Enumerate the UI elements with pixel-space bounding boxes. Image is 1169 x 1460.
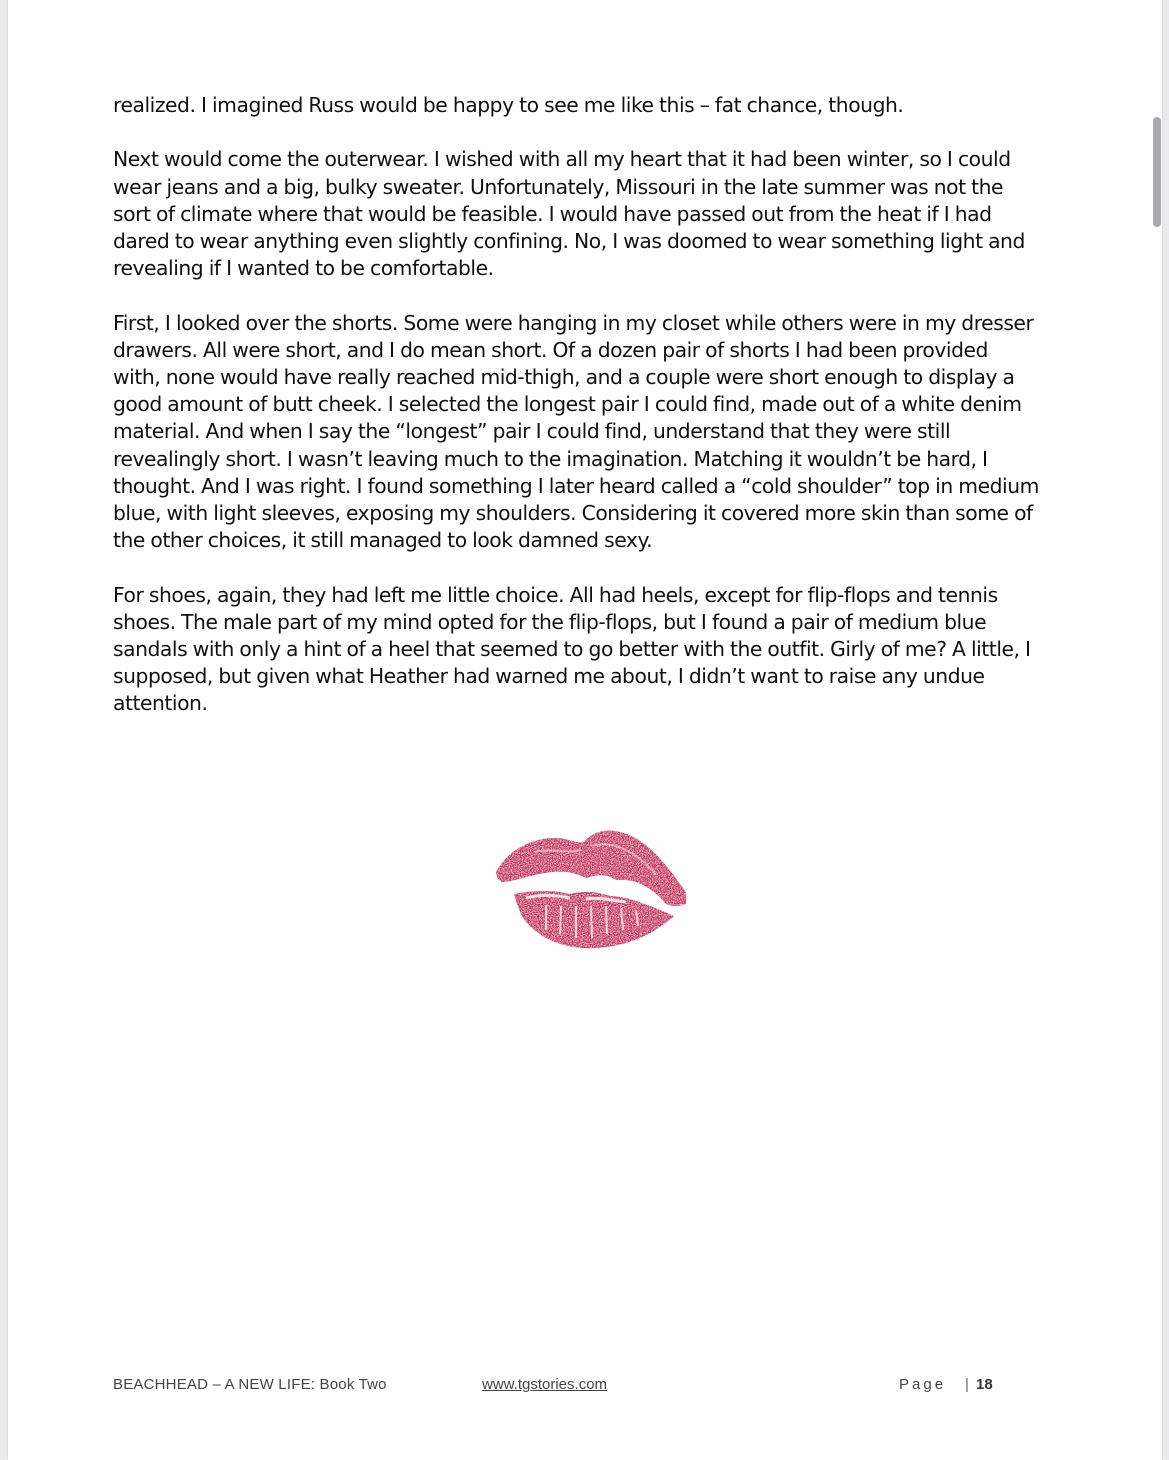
document-page xyxy=(8,0,1162,1460)
text-line: Next would come the outerwear. I wished with all my heart that it had been winter, so I could xyxy=(113,147,1011,172)
text-line: with, none would have really reached mid-thigh, and a couple were short enough to display a xyxy=(113,365,1015,389)
page-footer xyxy=(8,1376,1162,1398)
text-line: revealingly short. I wasn’t leaving much to the imagination. Matching it wouldn’t be hard, I xyxy=(113,446,988,471)
text-line: wear jeans and a big, bulky sweater. Unfortunately, Missouri in the late summer was not the xyxy=(113,174,1004,199)
text-line: dared to wear anything even slightly confining. No, I was doomed to wear something light and xyxy=(113,229,1025,253)
text-line: attention. xyxy=(113,691,208,716)
text-line: the other choices, it still managed to look damned sexy. xyxy=(113,528,653,553)
text-line: sort of climate where that would be feasible. I would have passed out from the heat if I had xyxy=(113,201,992,226)
text-line: drawers. All were short, and I do mean short. Of a dozen pair of shorts I had been provided xyxy=(113,337,988,362)
vertical-scrollbar-thumb[interactable] xyxy=(1153,117,1161,227)
text-line: shoes. The male part of my mind opted for the flip-flops, but I found a pair of medium blue xyxy=(113,609,987,634)
paragraph xyxy=(113,582,1073,718)
body-text xyxy=(113,92,1073,745)
footer-book-title: BEACHHEAD – A NEW LIFE: Book Two xyxy=(113,1376,387,1393)
text-line: thought. And I was right. I found something I later heard called a “cold shoulder” top in medium xyxy=(113,473,1039,498)
text-line: First, I looked over the shorts. Some were hanging in my closet while others were in my dresser xyxy=(113,310,1034,335)
lipstick-kiss-icon xyxy=(486,820,686,955)
footer-separator: | xyxy=(965,1376,969,1393)
text-line: For shoes, again, they had left me little choice. All had heels, except for flip-flops and tennis xyxy=(113,582,998,607)
text-line: blue, with light sleeves, exposing my shoulders. Considering it covered more skin than some of xyxy=(113,501,1033,526)
paragraph xyxy=(113,310,1073,555)
text-line: realized. I imagined Russ would be happy to see me like this – fat chance, though. xyxy=(113,93,904,117)
footer-page-number: 18 xyxy=(976,1376,993,1393)
text-line: supposed, but given what Heather had warned me about, I didn’t want to raise any undue xyxy=(113,664,985,689)
paragraph xyxy=(113,146,1073,282)
text-line: good amount of butt cheek. I selected the longest pair I could find, made out of a white denim xyxy=(113,392,1022,417)
text-line: material. And when I say the “longest” pair I could find, understand that they were still xyxy=(113,419,951,444)
paragraph xyxy=(113,92,1073,119)
footer-page-label: Page xyxy=(899,1376,947,1393)
text-line: sandals with only a hint of a heel that seemed to go better with the outfit. Girly of me? A little, I xyxy=(113,637,1031,662)
text-line: revealing if I wanted to be comfortable. xyxy=(113,256,494,281)
footer-website-link[interactable]: www.tgstories.com xyxy=(482,1376,608,1393)
